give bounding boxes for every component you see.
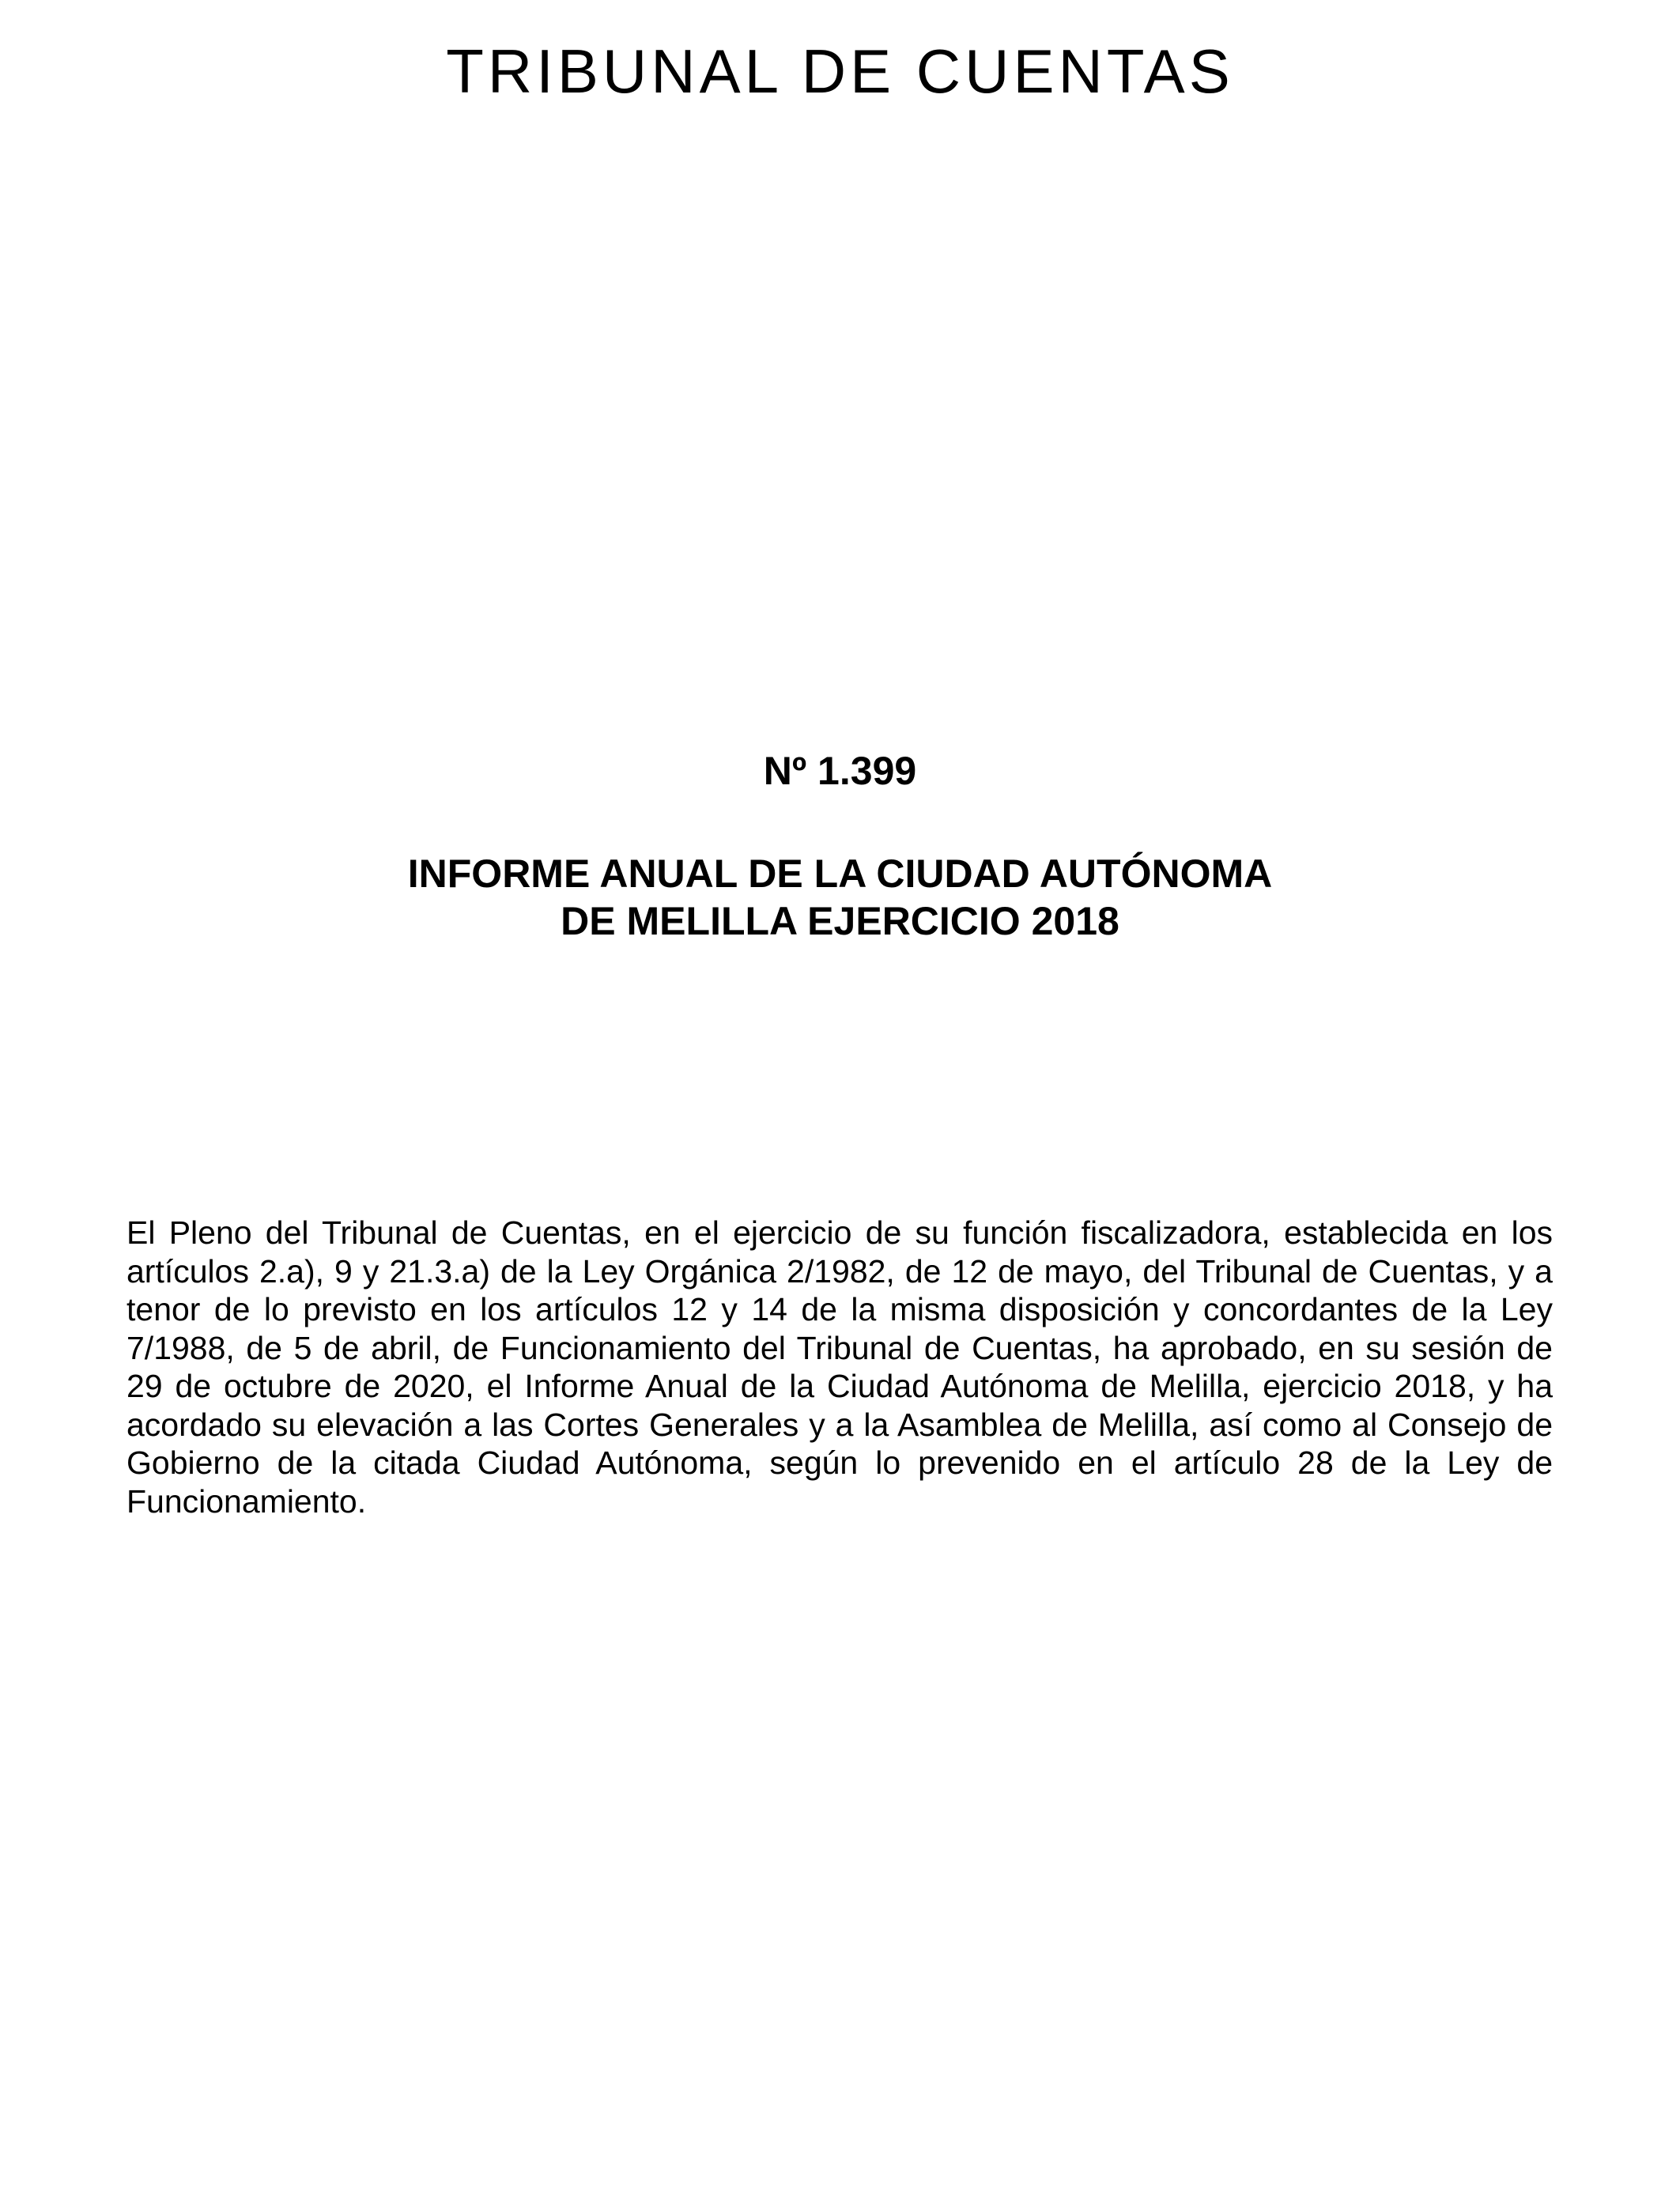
report-number: Nº 1.399 xyxy=(763,749,917,793)
report-title-line-1: INFORME ANUAL DE LA CIUDAD AUTÓNOMA xyxy=(407,852,1273,896)
report-title-line-2: DE MELILLA EJERCICIO 2018 xyxy=(561,899,1119,943)
institution-header: TRIBUNAL DE CUENTAS xyxy=(446,36,1234,106)
body-paragraph: El Pleno del Tribunal de Cuentas, en el ejercicio de su función fiscalizadora, establecida en los artículos 2.a), 9 y 21.3.a) de la Ley Orgánica 2/1982, de 12 de mayo, del Tribunal de Cuentas, y a tenor de lo previsto en los artículos 12 y 14 de la misma disposición y concordantes de la Ley 7/1988, de 5 de abril, de Funcionamiento del Tribunal de Cuentas, ha aprobado, en su sesión de 29 de octubre de 2020, el Informe Anual de la Ciudad Autónoma de Melilla, ejercicio 2018, y ha acordado su elevación a las Cortes Generales y a la Asamblea de Melilla, así como al Consejo de Gobierno de la citada Ciudad Autónoma, según lo prevenido en el artículo 28 de la Ley de Funcionamiento. xyxy=(126,1214,1553,1520)
report-title xyxy=(0,850,1680,945)
